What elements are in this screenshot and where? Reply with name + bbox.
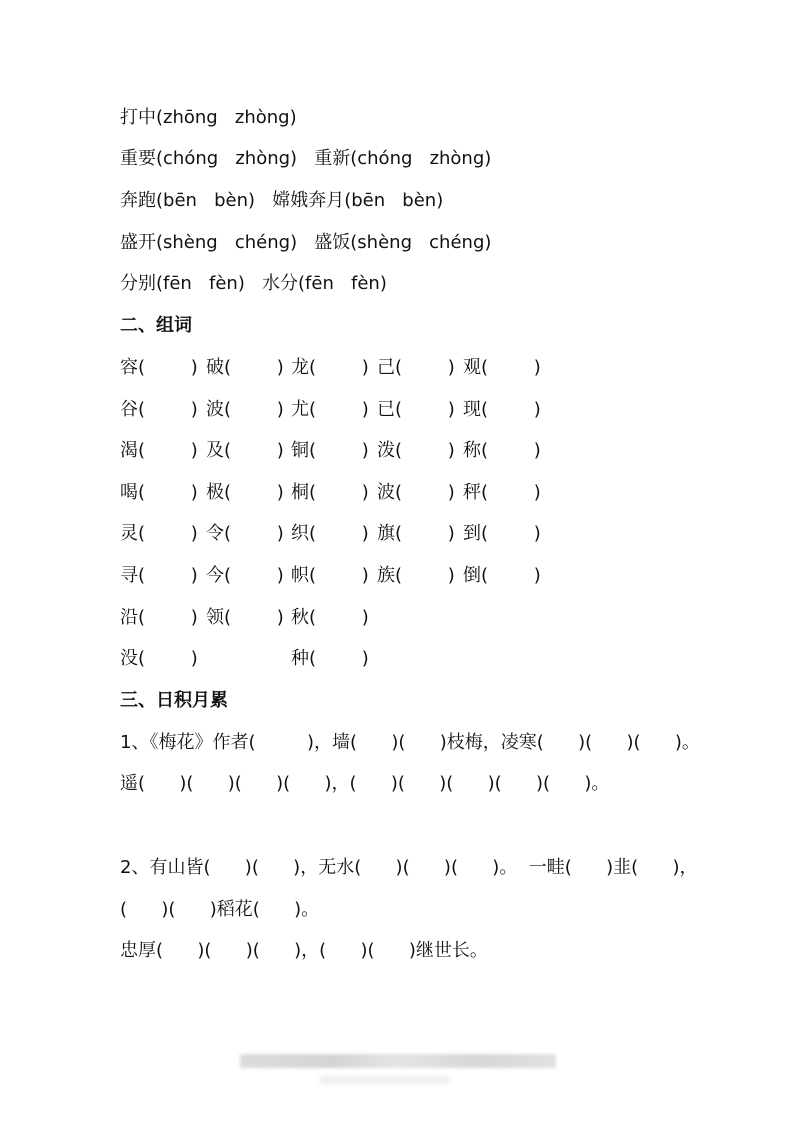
grid-cell: 谷( ) [120,399,198,420]
grid-cell: 秤( ) [463,482,541,503]
grid-cell: 沿( ) [120,607,198,628]
question-2-line-3: 忠厚( )( )( )，( )( )继世长。 [120,940,488,961]
blurred-footer [240,1054,556,1068]
grid-cell: 今( ) [206,565,284,586]
grid-cell: 容( ) [120,357,198,378]
grid-cell: 及( ) [206,440,284,461]
grid-cell: 泼( ) [377,440,455,461]
grid-cell: 秋( ) [291,607,369,628]
pinyin-line-5: 分别(fēn fèn) 水分(fēn fèn) [120,273,387,294]
grid-cell: 寻( ) [120,565,198,586]
question-1-line-2: 遥( )( )( )( )，( )( )( )( )( )。 [120,773,610,794]
pinyin-line-2: 重要(chóng zhòng) 重新(chóng zhòng) [120,148,492,169]
grid-cell: 观( ) [463,357,541,378]
question-2-line-2: ( )( )稻花( )。 [120,899,320,920]
grid-cell: 倒( ) [463,565,541,586]
grid-cell: 渴( ) [120,440,198,461]
question-1-line-1: 1、《梅花》作者( )，墙( )( )枝梅，凌寒( )( )( )。 [120,732,700,753]
section-3-title: 三、日积月累 [120,690,228,711]
grid-cell: 称( ) [463,440,541,461]
grid-cell: 波( ) [206,399,284,420]
blurred-footer-sub [320,1076,450,1084]
grid-cell: 帜( ) [291,565,369,586]
grid-cell: 波( ) [377,482,455,503]
grid-cell: 铜( ) [291,440,369,461]
question-2-line-1: 2、有山皆( )( )，无水( )( )( )。 一畦( )韭( )， [120,857,698,878]
grid-cell: 喝( ) [120,482,198,503]
grid-cell: 现( ) [463,399,541,420]
grid-cell: 领( ) [206,607,284,628]
pinyin-line-1: 打中(zhōng zhòng) [120,107,297,128]
section-2-title: 二、组词 [120,315,192,336]
grid-cell: 没( ) [120,648,198,669]
pinyin-line-3: 奔跑(bēn bèn) 嫦娥奔月(bēn bèn) [120,190,444,211]
pinyin-line-4: 盛开(shèng chéng) 盛饭(shèng chéng) [120,232,492,253]
grid-cell: 令( ) [206,523,284,544]
grid-cell: 桐( ) [291,482,369,503]
grid-cell: 己( ) [377,357,455,378]
grid-cell: 织( ) [291,523,369,544]
grid-cell: 灵( ) [120,523,198,544]
grid-cell: 龙( ) [291,357,369,378]
grid-cell: 到( ) [463,523,541,544]
grid-cell: 尤( ) [291,399,369,420]
grid-cell: 破( ) [206,357,284,378]
grid-cell: 旗( ) [377,523,455,544]
grid-cell: 种( ) [291,648,369,669]
grid-cell: 极( ) [206,482,284,503]
grid-cell: 族( ) [377,565,455,586]
grid-cell: 已( ) [377,399,455,420]
